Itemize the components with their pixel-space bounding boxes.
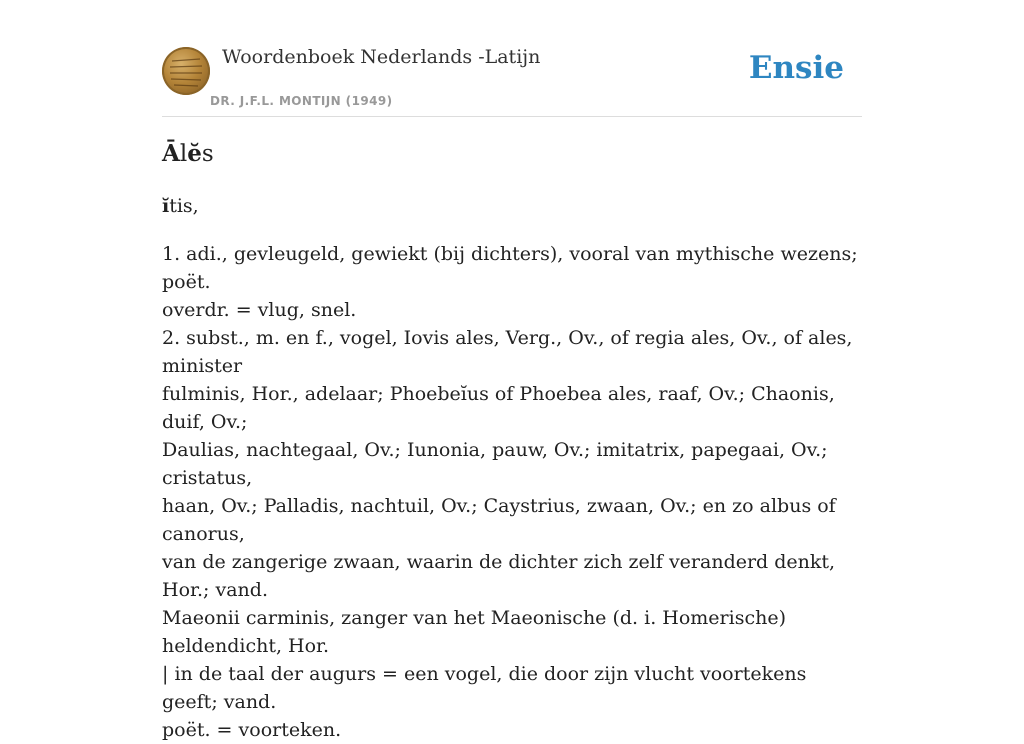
genitive-vowel: ĭ [162,195,170,217]
definition-line: 1. adi., gevleugeld, gewiekt (bij dichters), vooral van mythische wezens; poët. [162,243,858,293]
header [162,0,862,117]
definition-line: fulminis, Hor., adelaar; Phoebeĭus of Phoebea ales, raaf, Ov.; Chaonis, duif, Ov.; [162,383,835,433]
entry-title-part: ĕ [187,140,202,167]
page-container [162,0,862,741]
definition-line: haan, Ov.; Palladis, nachtuil, Ov.; Caystrius, zwaan, Ov.; en zo albus of canorus, [162,495,836,545]
genitive-rest: tis, [169,195,199,217]
definition-line: Maeonii carminis, zanger van het Maeonische (d. i. Homerische) heldendicht, Hor. [162,607,786,657]
brand-logo[interactable]: Ensie [748,50,844,86]
entry-title-part: s [201,141,214,167]
entry-title-part: l [179,141,188,167]
definition-line: 2. subst., m. en f., vogel, Iovis ales, Verg., Ov., of regia ales, Ov., of ales, minister [162,327,853,377]
entry-genitive [162,195,199,217]
book-title[interactable]: Woordenboek Nederlands -Latijn [222,46,541,68]
definition-line: poët. = voorteken. [162,719,342,741]
book-cover-icon[interactable] [162,47,210,95]
entry-title-head: Ā [162,140,180,167]
entry-definition [162,240,862,744]
definition-line: van de zangerige zwaan, waarin de dichter zich zelf veranderd denkt, Hor.; vand. [162,551,836,601]
definition-line: | in de taal der augurs = een vogel, die door zijn vlucht voortekens geeft; vand. [162,663,807,713]
definition-line: overdr. = vlug, snel. [162,299,357,321]
entry-title [162,140,214,167]
definition-line: Daulias, nachtegaal, Ov.; Iunonia, pauw, Ov.; imitatrix, papegaai, Ov.; cristatus, [162,439,828,489]
book-author: DR. J.F.L. MONTIJN (1949) [210,94,393,108]
